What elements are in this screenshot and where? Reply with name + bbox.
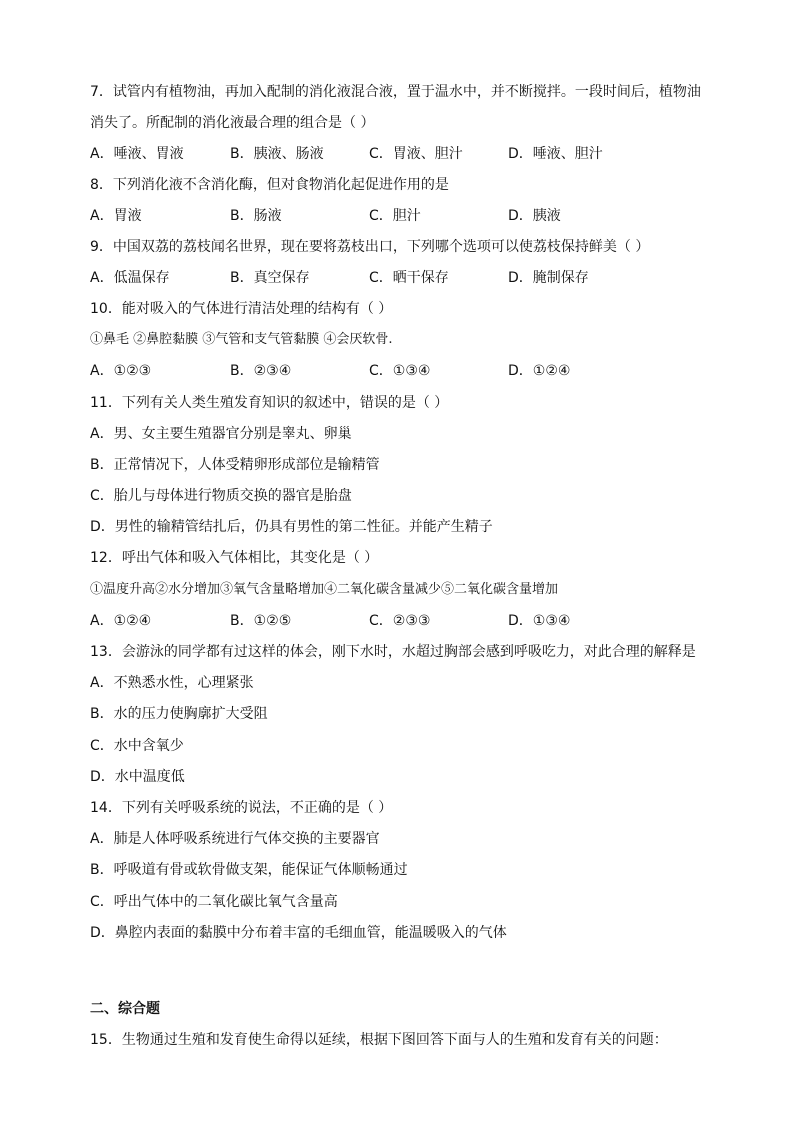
q11-option-b: B．正常情况下，人体受精卵形成部位是输精管 bbox=[90, 457, 380, 473]
q7-option-d: D．唾液、胆汁 bbox=[508, 146, 603, 162]
q10-options bbox=[90, 361, 730, 381]
q8-option-b: B．肠液 bbox=[230, 208, 282, 224]
q12-option-b: B．①②⑤ bbox=[230, 613, 292, 629]
q9-stem: 9．中国双荔的荔枝闻名世界，现在要将荔枝出口，下列哪个选项可以使荔枝保持鲜美（ ） bbox=[90, 239, 650, 255]
q7-stem-line1: 7．试管内有植物油，再加入配制的消化液混合液，置于温水中，并不断搅拌。一段时间后，植物油 bbox=[90, 84, 701, 100]
q7-option-b: B．胰液、肠液 bbox=[230, 146, 324, 162]
q9-option-b: B．真空保存 bbox=[230, 270, 310, 286]
q7-stem-line2: 消失了。所配制的消化液最合理的组合是（ ） bbox=[90, 115, 375, 131]
q8-option-d: D．胰液 bbox=[508, 208, 561, 224]
q8-option-c: C．胆汁 bbox=[369, 208, 421, 224]
q14-option-a: A．肺是人体呼吸系统进行气体交换的主要器官 bbox=[90, 831, 380, 847]
q8-option-a: A．胃液 bbox=[90, 208, 142, 224]
q9-options bbox=[90, 268, 730, 288]
q14-option-c: C．呼出气体中的二氧化碳比氧气含量高 bbox=[90, 894, 338, 910]
q11-stem: 11．下列有关人类生殖发育知识的叙述中，错误的是（ ） bbox=[90, 395, 449, 411]
q11-option-d: D．男性的输精管结扎后，仍具有男性的第二性征。并能产生精子 bbox=[90, 519, 493, 535]
q8-stem: 8．下列消化液不含消化酶，但对食物消化起促进作用的是 bbox=[90, 177, 449, 193]
q13-option-b: B．水的压力使胸廓扩大受阻 bbox=[90, 706, 268, 722]
q9-option-c: C．晒干保存 bbox=[369, 270, 449, 286]
q15-stem: 15．生物通过生殖和发育使生命得以延续，根据下图回答下面与人的生殖和发育有关的问题： bbox=[90, 1032, 668, 1048]
q11-option-a: A．男、女主要生殖器官分别是睾丸、卵巢 bbox=[90, 426, 352, 442]
q8-options bbox=[90, 206, 730, 226]
q13-stem: 13．会游泳的同学都有过这样的体会，刚下水时，水超过胸部会感到呼吸吃力，对此合理的解释是 bbox=[90, 644, 696, 660]
q13-option-c: C．水中含氧少 bbox=[90, 738, 184, 754]
q12-option-c: C．②③③ bbox=[369, 613, 431, 629]
q7-option-c: C．胃液、胆汁 bbox=[369, 146, 463, 162]
q12-stem: 12．呼出气体和吸入气体相比，其变化是（ ） bbox=[90, 550, 379, 566]
q14-stem: 14．下列有关呼吸系统的说法，不正确的是（ ） bbox=[90, 800, 393, 816]
q9-option-d: D．腌制保存 bbox=[508, 270, 589, 286]
q12-items: ①温度升高②水分增加③氧气含量略增加④二氧化碳含量减少⑤二氧化碳含量增加 bbox=[90, 582, 559, 597]
q12-option-a: A．①②④ bbox=[90, 613, 152, 629]
q10-option-d: D．①②④ bbox=[508, 363, 571, 379]
q10-option-a: A．①②③ bbox=[90, 363, 152, 379]
q10-option-c: C．①③④ bbox=[369, 363, 431, 379]
q13-option-a: A．不熟悉水性，心理紧张 bbox=[90, 675, 254, 691]
q13-option-d: D．水中温度低 bbox=[90, 769, 185, 785]
q7-option-a: A．唾液、胃液 bbox=[90, 146, 184, 162]
q10-stem: 10．能对吸入的气体进行清洁处理的结构有（ ） bbox=[90, 301, 393, 317]
q9-option-a: A．低温保存 bbox=[90, 270, 170, 286]
q7-options bbox=[90, 144, 730, 164]
q12-options bbox=[90, 611, 730, 631]
q10-option-b: B．②③④ bbox=[230, 363, 292, 379]
q14-option-b: B．呼吸道有骨或软骨做支架，能保证气体顺畅通过 bbox=[90, 862, 408, 878]
q11-option-c: C．胎儿与母体进行物质交换的器官是胎盘 bbox=[90, 488, 352, 504]
q10-items: ①鼻毛 ②鼻腔黏膜 ③气管和支气管黏膜 ④会厌软骨. bbox=[90, 332, 393, 347]
section-title: 二、综合题 bbox=[90, 1001, 160, 1017]
q14-option-d: D．鼻腔内表面的黏膜中分布着丰富的毛细血管，能温暖吸入的气体 bbox=[90, 925, 507, 941]
q12-option-d: D．①③④ bbox=[508, 613, 571, 629]
